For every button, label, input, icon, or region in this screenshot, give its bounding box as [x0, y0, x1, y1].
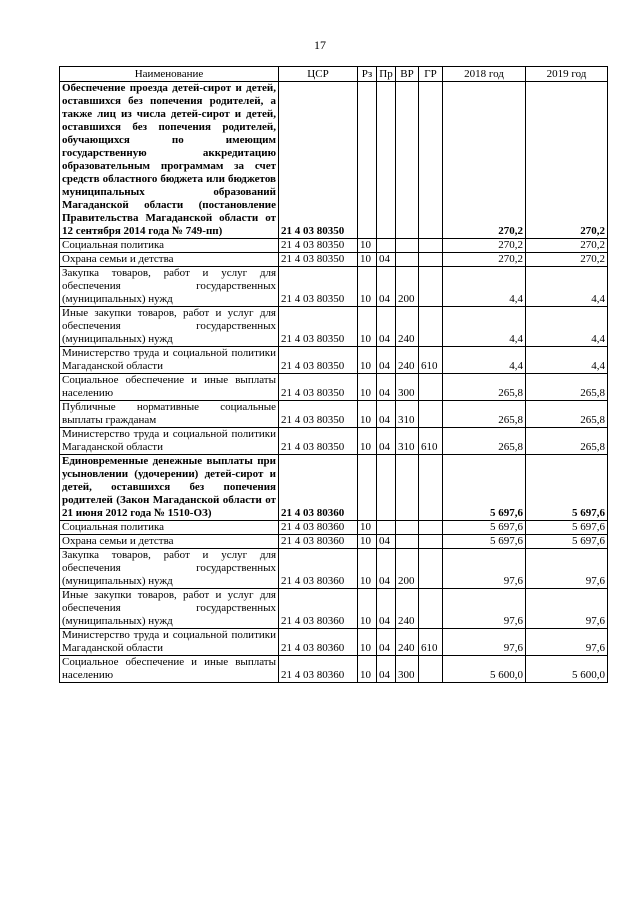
cell-csr: 21 4 03 80350 — [279, 267, 358, 307]
cell-gr: 610 — [419, 629, 443, 656]
table-row — [60, 629, 608, 656]
table-row — [60, 82, 608, 239]
cell-2019: 4,4 — [526, 267, 608, 307]
cell-gr — [419, 656, 443, 683]
cell-csr: 21 4 03 80360 — [279, 589, 358, 629]
cell-name: Закупка товаров, работ и услуг для обеспечения государственных (муниципальных) нужд — [60, 549, 279, 589]
cell-2019: 4,4 — [526, 347, 608, 374]
cell-gr — [419, 267, 443, 307]
table-row — [60, 401, 608, 428]
cell-name: Охрана семьи и детства — [60, 253, 279, 267]
cell-vr — [396, 253, 419, 267]
cell-name: Социальное обеспечение и иные выплаты населению — [60, 656, 279, 683]
cell-csr: 21 4 03 80350 — [279, 374, 358, 401]
cell-pr — [377, 455, 396, 521]
header-2018: 2018 год — [443, 67, 526, 82]
cell-2018: 265,8 — [443, 428, 526, 455]
cell-rz: 10 — [358, 549, 377, 589]
table-row — [60, 239, 608, 253]
cell-vr — [396, 82, 419, 239]
cell-pr: 04 — [377, 656, 396, 683]
cell-vr — [396, 239, 419, 253]
cell-rz: 10 — [358, 253, 377, 267]
cell-2019: 270,2 — [526, 253, 608, 267]
cell-name: Публичные нормативные социальные выплаты гражданам — [60, 401, 279, 428]
cell-name: Социальная политика — [60, 521, 279, 535]
cell-2018: 4,4 — [443, 307, 526, 347]
cell-2018: 270,2 — [443, 82, 526, 239]
cell-gr — [419, 374, 443, 401]
cell-csr: 21 4 03 80360 — [279, 455, 358, 521]
cell-csr: 21 4 03 80360 — [279, 549, 358, 589]
cell-2018: 97,6 — [443, 629, 526, 656]
cell-rz: 10 — [358, 535, 377, 549]
header-vr: ВР — [396, 67, 419, 82]
cell-2019: 97,6 — [526, 549, 608, 589]
cell-vr: 310 — [396, 428, 419, 455]
table-row — [60, 307, 608, 347]
cell-name: Единовременные денежные выплаты при усыновлении (удочерении) детей-сирот и детей, оставшихся без попечения родителей (Закон Магаданской области от 21 июня 2012 года № 1510-ОЗ) — [60, 455, 279, 521]
table-row — [60, 521, 608, 535]
cell-pr — [377, 521, 396, 535]
cell-vr: 240 — [396, 307, 419, 347]
cell-rz: 10 — [358, 589, 377, 629]
cell-rz: 10 — [358, 239, 377, 253]
cell-vr: 300 — [396, 374, 419, 401]
table-row — [60, 455, 608, 521]
cell-csr: 21 4 03 80350 — [279, 347, 358, 374]
cell-2018: 4,4 — [443, 267, 526, 307]
cell-pr: 04 — [377, 267, 396, 307]
cell-2018: 270,2 — [443, 253, 526, 267]
cell-vr — [396, 455, 419, 521]
cell-pr: 04 — [377, 307, 396, 347]
cell-2019: 265,8 — [526, 401, 608, 428]
header-rz: Рз — [358, 67, 377, 82]
cell-2018: 5 697,6 — [443, 535, 526, 549]
cell-rz: 10 — [358, 374, 377, 401]
cell-csr: 21 4 03 80350 — [279, 253, 358, 267]
cell-2018: 5 697,6 — [443, 455, 526, 521]
cell-pr — [377, 239, 396, 253]
cell-vr: 240 — [396, 629, 419, 656]
cell-gr — [419, 589, 443, 629]
cell-csr: 21 4 03 80350 — [279, 428, 358, 455]
cell-gr: 610 — [419, 428, 443, 455]
cell-rz: 10 — [358, 521, 377, 535]
cell-name: Министерство труда и социальной политики Магаданской области — [60, 428, 279, 455]
cell-2018: 97,6 — [443, 589, 526, 629]
cell-2018: 265,8 — [443, 401, 526, 428]
cell-name: Иные закупки товаров, работ и услуг для обеспечения государственных (муниципальных) нужд — [60, 307, 279, 347]
cell-name: Закупка товаров, работ и услуг для обеспечения государственных (муниципальных) нужд — [60, 267, 279, 307]
header-pr: Пр — [377, 67, 396, 82]
cell-name: Министерство труда и социальной политики Магаданской области — [60, 629, 279, 656]
cell-rz — [358, 82, 377, 239]
cell-csr: 21 4 03 80360 — [279, 629, 358, 656]
table-row — [60, 535, 608, 549]
cell-2019: 5 697,6 — [526, 521, 608, 535]
cell-rz — [358, 455, 377, 521]
cell-2018: 5 600,0 — [443, 656, 526, 683]
cell-2018: 5 697,6 — [443, 521, 526, 535]
cell-pr: 04 — [377, 401, 396, 428]
table-row — [60, 549, 608, 589]
cell-csr: 21 4 03 80360 — [279, 656, 358, 683]
header-name: Наименование — [60, 67, 279, 82]
cell-2018: 97,6 — [443, 549, 526, 589]
cell-name: Иные закупки товаров, работ и услуг для обеспечения государственных (муниципальных) нужд — [60, 589, 279, 629]
cell-pr: 04 — [377, 589, 396, 629]
table-row — [60, 253, 608, 267]
cell-rz: 10 — [358, 401, 377, 428]
cell-rz: 10 — [358, 347, 377, 374]
table-row — [60, 347, 608, 374]
cell-gr — [419, 535, 443, 549]
cell-csr: 21 4 03 80350 — [279, 401, 358, 428]
cell-2019: 270,2 — [526, 239, 608, 253]
table-header-row — [60, 67, 608, 82]
header-csr: ЦСР — [279, 67, 358, 82]
cell-csr: 21 4 03 80350 — [279, 82, 358, 239]
cell-pr: 04 — [377, 535, 396, 549]
table-row — [60, 374, 608, 401]
cell-csr: 21 4 03 80360 — [279, 535, 358, 549]
cell-2019: 265,8 — [526, 428, 608, 455]
cell-vr: 200 — [396, 549, 419, 589]
cell-2019: 4,4 — [526, 307, 608, 347]
cell-csr: 21 4 03 80360 — [279, 521, 358, 535]
cell-rz: 10 — [358, 307, 377, 347]
cell-rz: 10 — [358, 267, 377, 307]
cell-2019: 5 697,6 — [526, 535, 608, 549]
table-row — [60, 267, 608, 307]
cell-csr: 21 4 03 80350 — [279, 239, 358, 253]
cell-gr — [419, 239, 443, 253]
cell-name: Охрана семьи и детства — [60, 535, 279, 549]
budget-table — [59, 66, 608, 683]
cell-pr: 04 — [377, 549, 396, 589]
cell-gr — [419, 401, 443, 428]
cell-vr: 300 — [396, 656, 419, 683]
cell-pr: 04 — [377, 428, 396, 455]
cell-rz: 10 — [358, 428, 377, 455]
cell-gr — [419, 307, 443, 347]
cell-2019: 97,6 — [526, 589, 608, 629]
cell-name: Обеспечение проезда детей-сирот и детей, оставшихся без попечения родителей, а также лиц из числа детей-сирот и детей, оставшихся без попечения родителей, обучающихся по имеющим государственную аккредитацию образовательным программам за счет средств областного бюджета или бюджетов муниципальных образований Магаданской области (постановление Правительства Магаданской области от 12 сентября 2014 года № 749-пп) — [60, 82, 279, 239]
cell-2019: 5 697,6 — [526, 455, 608, 521]
cell-name: Социальная политика — [60, 239, 279, 253]
page-number: 17 — [314, 38, 326, 52]
cell-gr — [419, 82, 443, 239]
cell-name: Министерство труда и социальной политики Магаданской области — [60, 347, 279, 374]
cell-vr — [396, 535, 419, 549]
cell-vr: 240 — [396, 347, 419, 374]
cell-gr — [419, 549, 443, 589]
cell-pr: 04 — [377, 374, 396, 401]
cell-2019: 97,6 — [526, 629, 608, 656]
cell-pr: 04 — [377, 253, 396, 267]
cell-2018: 265,8 — [443, 374, 526, 401]
cell-vr: 310 — [396, 401, 419, 428]
cell-2018: 270,2 — [443, 239, 526, 253]
cell-gr — [419, 253, 443, 267]
cell-name: Социальное обеспечение и иные выплаты населению — [60, 374, 279, 401]
table-row — [60, 589, 608, 629]
cell-gr: 610 — [419, 347, 443, 374]
cell-pr: 04 — [377, 347, 396, 374]
cell-2019: 5 600,0 — [526, 656, 608, 683]
cell-gr — [419, 455, 443, 521]
cell-csr: 21 4 03 80350 — [279, 307, 358, 347]
table-row — [60, 656, 608, 683]
header-2019: 2019 год — [526, 67, 608, 82]
cell-rz: 10 — [358, 656, 377, 683]
cell-gr — [419, 521, 443, 535]
cell-2018: 4,4 — [443, 347, 526, 374]
cell-pr: 04 — [377, 629, 396, 656]
cell-2019: 265,8 — [526, 374, 608, 401]
cell-vr: 240 — [396, 589, 419, 629]
cell-vr — [396, 521, 419, 535]
cell-2019: 270,2 — [526, 82, 608, 239]
table-row — [60, 428, 608, 455]
header-gr: ГР — [419, 67, 443, 82]
cell-pr — [377, 82, 396, 239]
cell-rz: 10 — [358, 629, 377, 656]
cell-vr: 200 — [396, 267, 419, 307]
